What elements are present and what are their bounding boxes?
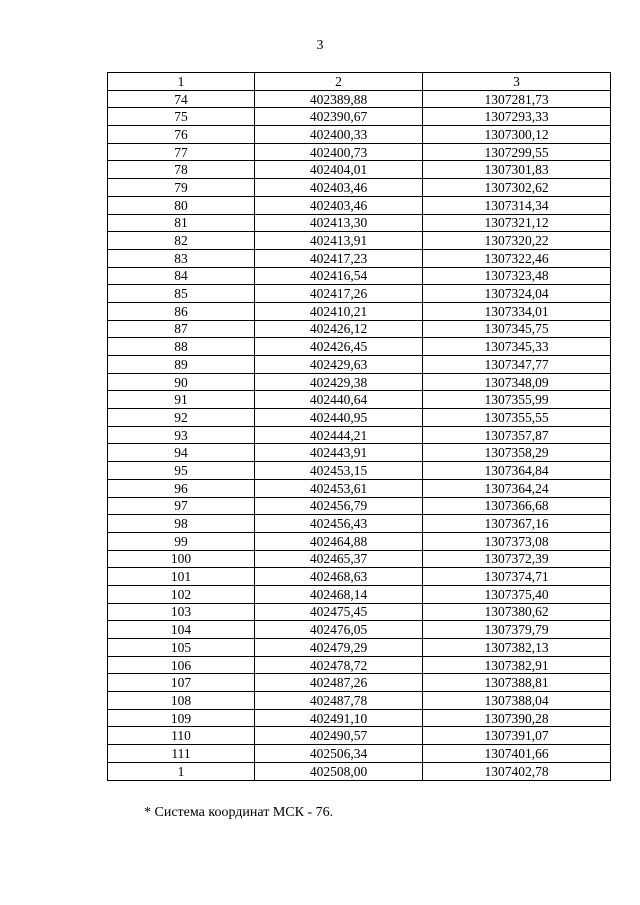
table-row <box>108 550 611 568</box>
table-row <box>108 409 611 427</box>
cell-x-coordinate: 402403,46 <box>255 179 423 197</box>
cell-x-coordinate: 402400,73 <box>255 143 423 161</box>
table-row <box>108 709 611 727</box>
cell-x-coordinate: 402487,26 <box>255 674 423 692</box>
cell-x-coordinate: 402389,88 <box>255 90 423 108</box>
table-row <box>108 302 611 320</box>
cell-y-coordinate: 1307323,48 <box>423 267 611 285</box>
cell-x-coordinate: 402426,45 <box>255 338 423 356</box>
cell-y-coordinate: 1307380,62 <box>423 603 611 621</box>
table-body <box>108 90 611 780</box>
cell-x-coordinate: 402468,63 <box>255 568 423 586</box>
cell-point-number: 86 <box>108 302 255 320</box>
cell-x-coordinate: 402456,79 <box>255 497 423 515</box>
table-row <box>108 90 611 108</box>
table-row <box>108 214 611 232</box>
cell-x-coordinate: 402426,12 <box>255 320 423 338</box>
header-point-number: 1 <box>108 73 255 91</box>
cell-point-number: 1 <box>108 762 255 780</box>
cell-y-coordinate: 1307300,12 <box>423 126 611 144</box>
cell-y-coordinate: 1307321,12 <box>423 214 611 232</box>
cell-y-coordinate: 1307357,87 <box>423 426 611 444</box>
cell-point-number: 103 <box>108 603 255 621</box>
cell-point-number: 106 <box>108 656 255 674</box>
cell-y-coordinate: 1307391,07 <box>423 727 611 745</box>
cell-point-number: 84 <box>108 267 255 285</box>
cell-x-coordinate: 402506,34 <box>255 745 423 763</box>
cell-y-coordinate: 1307367,16 <box>423 515 611 533</box>
cell-point-number: 79 <box>108 179 255 197</box>
cell-x-coordinate: 402410,21 <box>255 302 423 320</box>
cell-y-coordinate: 1307379,79 <box>423 621 611 639</box>
cell-point-number: 80 <box>108 196 255 214</box>
cell-x-coordinate: 402404,01 <box>255 161 423 179</box>
cell-point-number: 74 <box>108 90 255 108</box>
cell-y-coordinate: 1307293,33 <box>423 108 611 126</box>
cell-x-coordinate: 402390,67 <box>255 108 423 126</box>
cell-y-coordinate: 1307334,01 <box>423 302 611 320</box>
cell-y-coordinate: 1307401,66 <box>423 745 611 763</box>
cell-y-coordinate: 1307324,04 <box>423 285 611 303</box>
table-row <box>108 249 611 267</box>
table-row <box>108 161 611 179</box>
cell-point-number: 108 <box>108 692 255 710</box>
table-row <box>108 108 611 126</box>
cell-point-number: 82 <box>108 232 255 250</box>
table-row <box>108 656 611 674</box>
cell-x-coordinate: 402479,29 <box>255 639 423 657</box>
cell-y-coordinate: 1307348,09 <box>423 373 611 391</box>
table-row <box>108 727 611 745</box>
cell-point-number: 97 <box>108 497 255 515</box>
cell-y-coordinate: 1307382,13 <box>423 639 611 657</box>
cell-x-coordinate: 402465,37 <box>255 550 423 568</box>
cell-y-coordinate: 1307390,28 <box>423 709 611 727</box>
cell-y-coordinate: 1307364,84 <box>423 462 611 480</box>
cell-x-coordinate: 402416,54 <box>255 267 423 285</box>
table-row <box>108 568 611 586</box>
cell-x-coordinate: 402453,61 <box>255 479 423 497</box>
cell-y-coordinate: 1307373,08 <box>423 532 611 550</box>
cell-y-coordinate: 1307345,75 <box>423 320 611 338</box>
cell-x-coordinate: 402490,57 <box>255 727 423 745</box>
header-x-coordinate: 2 <box>255 73 423 91</box>
cell-point-number: 101 <box>108 568 255 586</box>
cell-x-coordinate: 402440,64 <box>255 391 423 409</box>
cell-point-number: 91 <box>108 391 255 409</box>
cell-y-coordinate: 1307358,29 <box>423 444 611 462</box>
cell-x-coordinate: 402444,21 <box>255 426 423 444</box>
cell-y-coordinate: 1307374,71 <box>423 568 611 586</box>
cell-point-number: 111 <box>108 745 255 763</box>
cell-point-number: 78 <box>108 161 255 179</box>
cell-y-coordinate: 1307375,40 <box>423 585 611 603</box>
cell-y-coordinate: 1307388,04 <box>423 692 611 710</box>
cell-point-number: 94 <box>108 444 255 462</box>
cell-x-coordinate: 402508,00 <box>255 762 423 780</box>
table-row <box>108 462 611 480</box>
cell-point-number: 89 <box>108 356 255 374</box>
cell-x-coordinate: 402440,95 <box>255 409 423 427</box>
cell-point-number: 76 <box>108 126 255 144</box>
table-row <box>108 356 611 374</box>
table-row <box>108 745 611 763</box>
cell-point-number: 85 <box>108 285 255 303</box>
cell-x-coordinate: 402453,15 <box>255 462 423 480</box>
cell-point-number: 107 <box>108 674 255 692</box>
cell-x-coordinate: 402429,63 <box>255 356 423 374</box>
table-row <box>108 126 611 144</box>
cell-x-coordinate: 402417,23 <box>255 249 423 267</box>
coordinates-table <box>107 72 611 781</box>
cell-point-number: 96 <box>108 479 255 497</box>
table-row <box>108 585 611 603</box>
cell-point-number: 104 <box>108 621 255 639</box>
table-row <box>108 267 611 285</box>
cell-y-coordinate: 1307382,91 <box>423 656 611 674</box>
cell-x-coordinate: 402491,10 <box>255 709 423 727</box>
cell-x-coordinate: 402468,14 <box>255 585 423 603</box>
cell-x-coordinate: 402478,72 <box>255 656 423 674</box>
table-row <box>108 692 611 710</box>
cell-point-number: 109 <box>108 709 255 727</box>
table-row <box>108 143 611 161</box>
cell-y-coordinate: 1307301,83 <box>423 161 611 179</box>
cell-y-coordinate: 1307322,46 <box>423 249 611 267</box>
cell-y-coordinate: 1307366,68 <box>423 497 611 515</box>
cell-point-number: 81 <box>108 214 255 232</box>
cell-y-coordinate: 1307347,77 <box>423 356 611 374</box>
table-row <box>108 762 611 780</box>
cell-point-number: 100 <box>108 550 255 568</box>
cell-x-coordinate: 402487,78 <box>255 692 423 710</box>
cell-point-number: 77 <box>108 143 255 161</box>
cell-y-coordinate: 1307299,55 <box>423 143 611 161</box>
cell-x-coordinate: 402476,05 <box>255 621 423 639</box>
table-row <box>108 196 611 214</box>
cell-x-coordinate: 402403,46 <box>255 196 423 214</box>
header-y-coordinate: 3 <box>423 73 611 91</box>
cell-x-coordinate: 402417,26 <box>255 285 423 303</box>
cell-y-coordinate: 1307302,62 <box>423 179 611 197</box>
cell-x-coordinate: 402400,33 <box>255 126 423 144</box>
cell-point-number: 110 <box>108 727 255 745</box>
cell-y-coordinate: 1307314,34 <box>423 196 611 214</box>
table-row <box>108 603 611 621</box>
cell-y-coordinate: 1307364,24 <box>423 479 611 497</box>
cell-x-coordinate: 402429,38 <box>255 373 423 391</box>
header-row <box>108 73 611 91</box>
cell-y-coordinate: 1307320,22 <box>423 232 611 250</box>
cell-y-coordinate: 1307355,55 <box>423 409 611 427</box>
cell-y-coordinate: 1307281,73 <box>423 90 611 108</box>
table-row <box>108 391 611 409</box>
cell-x-coordinate: 402456,43 <box>255 515 423 533</box>
table-row <box>108 338 611 356</box>
table-row <box>108 479 611 497</box>
table-row <box>108 532 611 550</box>
table-row <box>108 373 611 391</box>
table-row <box>108 515 611 533</box>
page-number: 3 <box>316 38 324 53</box>
table-row <box>108 179 611 197</box>
cell-point-number: 102 <box>108 585 255 603</box>
cell-y-coordinate: 1307402,78 <box>423 762 611 780</box>
cell-point-number: 95 <box>108 462 255 480</box>
cell-point-number: 93 <box>108 426 255 444</box>
cell-point-number: 75 <box>108 108 255 126</box>
cell-x-coordinate: 402413,30 <box>255 214 423 232</box>
cell-x-coordinate: 402443,91 <box>255 444 423 462</box>
table-row <box>108 674 611 692</box>
table-row <box>108 639 611 657</box>
cell-point-number: 87 <box>108 320 255 338</box>
table-header <box>108 73 611 91</box>
cell-y-coordinate: 1307372,39 <box>423 550 611 568</box>
table-row <box>108 320 611 338</box>
cell-point-number: 105 <box>108 639 255 657</box>
table-row <box>108 497 611 515</box>
cell-point-number: 83 <box>108 249 255 267</box>
table-row <box>108 444 611 462</box>
table-row <box>108 232 611 250</box>
cell-x-coordinate: 402413,91 <box>255 232 423 250</box>
cell-point-number: 99 <box>108 532 255 550</box>
cell-point-number: 88 <box>108 338 255 356</box>
table-row <box>108 426 611 444</box>
cell-y-coordinate: 1307345,33 <box>423 338 611 356</box>
cell-y-coordinate: 1307355,99 <box>423 391 611 409</box>
cell-point-number: 92 <box>108 409 255 427</box>
footnote: * Система координат МСК - 76. <box>144 805 334 820</box>
cell-y-coordinate: 1307388,81 <box>423 674 611 692</box>
cell-x-coordinate: 402464,88 <box>255 532 423 550</box>
cell-point-number: 90 <box>108 373 255 391</box>
cell-point-number: 98 <box>108 515 255 533</box>
table-row <box>108 285 611 303</box>
cell-x-coordinate: 402475,45 <box>255 603 423 621</box>
table-row <box>108 621 611 639</box>
